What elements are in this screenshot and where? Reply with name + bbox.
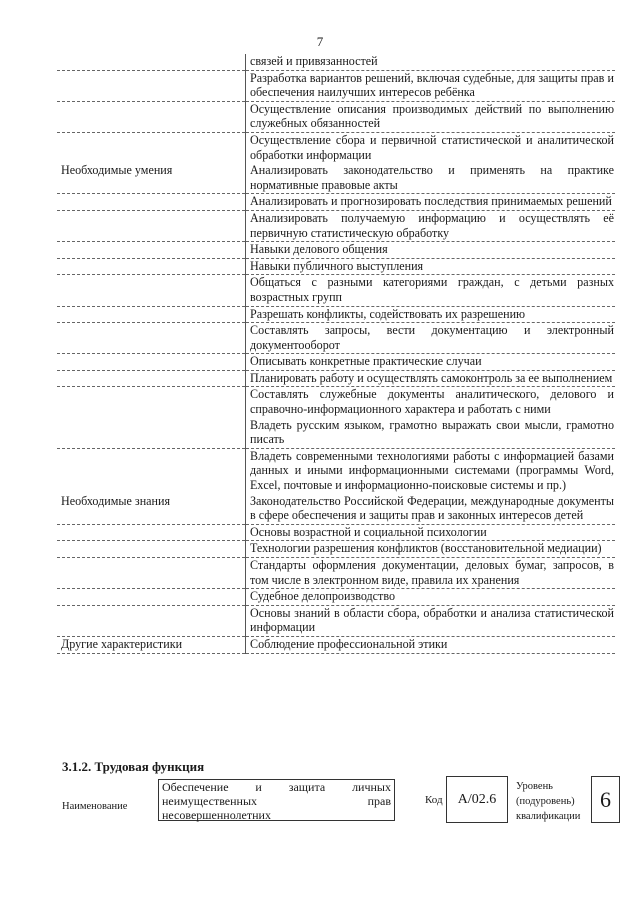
table-row [57,448,615,493]
table-row [57,70,615,101]
row-label [57,418,246,449]
table-row [57,54,615,70]
row-value: Общаться с разными категориями граждан, с детьми разных возрастных групп [246,275,616,306]
row-label [57,541,246,558]
row-label [57,194,246,211]
table-row [57,210,615,241]
row-value: Описывать конкретные практические случаи [246,354,616,371]
row-value: Соблюдение профессиональной этики [246,636,616,653]
table-row [57,163,615,194]
row-value: Анализировать и прогнозировать последствия принимаемых решений [246,194,616,211]
row-value: Технологии разрешения конфликтов (восстановительной медиации) [246,541,616,558]
row-value: Судебное делопроизводство [246,589,616,606]
row-value: Планировать работу и осуществлять самоконтроль за ее выполнением [246,370,616,387]
table-row [57,494,615,525]
row-value: Разработка вариантов решений, включая судебные, для защиты прав и обеспечения наилучших интересов ребёнка [246,70,616,101]
row-value: Осуществление сбора и первичной статистической и аналитической обработки информации [250,132,614,162]
function-code-label: Код [425,794,443,806]
table-row [57,418,615,449]
row-value: Анализировать получаемую информацию и осуществлять её первичную статистическую обработку [246,210,616,241]
row-label [57,448,246,493]
row-label [57,101,246,132]
qualification-level-value: 6 [591,776,620,823]
row-value: Основы возрастной и социальной психологии [246,524,616,541]
row-label [57,132,246,163]
row-label [57,306,246,323]
function-code-value: A/02.6 [446,776,508,823]
row-label [57,242,246,259]
section-label-other: Другие характеристики [57,636,246,653]
row-value: Составлять служебные документы аналитического, делового и справочно-информационного характера и работать с ними [250,387,614,417]
requirements-table [57,54,615,654]
row-value: Стандарты оформления документации, деловых бумаг, запросов, в том числе в электронном виде, правила их хранения [246,558,616,589]
function-name-value: Обеспечение и защита личных неимущественных прав несовершеннолетних [158,779,395,821]
table-row [57,258,615,275]
row-label [57,370,246,387]
table-row [57,589,615,606]
row-value: Осуществление описания производимых действий по выполнению служебных обязанностей [246,101,616,132]
row-label [57,54,246,70]
row-value: связей и привязанностей [246,54,616,70]
table-row [57,194,615,211]
table-row [57,323,615,354]
row-label [57,605,246,636]
table-row [57,524,615,541]
row-value: Разрешать конфликты, содействовать их разрешению [246,306,616,323]
table-row [57,541,615,558]
row-label [57,589,246,606]
table-row [57,370,615,387]
table-row [57,101,615,132]
row-label [57,70,246,101]
row-label [57,387,246,418]
row-value: Составлять запросы, вести документацию и электронный документооборот [246,323,616,354]
row-label [57,524,246,541]
table-row [57,605,615,636]
row-label [57,210,246,241]
function-name-label: Наименование [62,801,128,812]
table-row [57,636,615,653]
row-value: Владеть современными технологиями работы с информацией базами данных и иными информационными системами (программы Word, Excel, почтовые и информационно-поисковые системы и пр.) [250,448,614,493]
table-row [57,354,615,371]
row-label [57,258,246,275]
row-value: Навыки делового общения [246,242,616,259]
table-row [57,306,615,323]
section-label-knowledge: Необходимые знания [57,494,246,525]
table-row [57,387,615,418]
row-value: Анализировать законодательство и применять на практике нормативные правовые акты [246,163,616,194]
row-value: Основы знаний в области сбора, обработки и анализа статистической информации [246,605,616,636]
table-row [57,558,615,589]
table-row [57,275,615,306]
row-label [57,354,246,371]
row-label [57,558,246,589]
row-value: Законодательство Российской Федерации, международные документы в сфере обеспечения и защиты прав и законных интересов детей [246,494,616,525]
table-row [57,242,615,259]
qualification-level-label: Уровень (подуровень) квалификации [516,781,581,822]
row-value: Владеть русским языком, грамотно выражать свои мысли, грамотно писать [246,418,616,449]
table-row [57,132,615,163]
page-number: 7 [316,34,324,49]
section-label-skills: Необходимые умения [57,163,246,194]
row-value: Навыки публичного выступления [246,258,616,275]
section-heading: 3.1.2. Трудовая функция [62,759,205,774]
row-label [57,275,246,306]
row-label [57,323,246,354]
